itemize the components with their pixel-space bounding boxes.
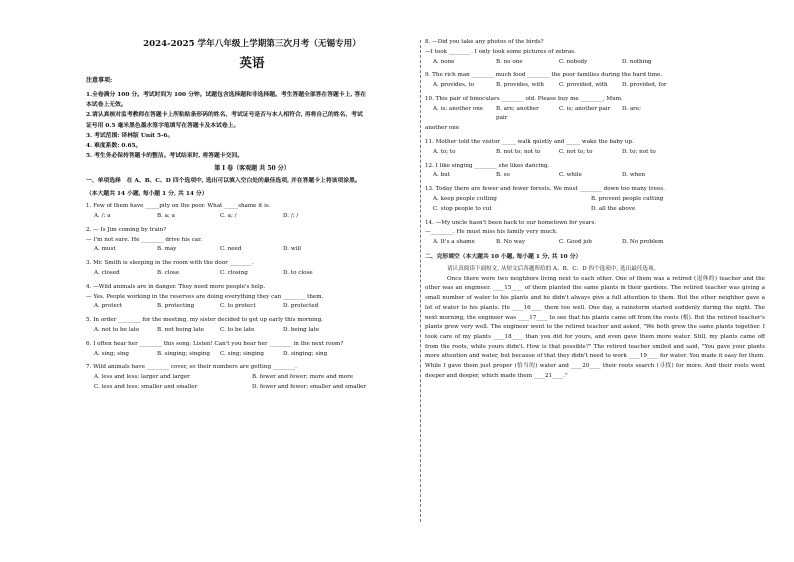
question (425, 162, 765, 182)
answer-option[interactable]: B. prevent people cutting (591, 195, 664, 202)
answer-option[interactable]: B. a; a (157, 213, 175, 220)
note-line: 2.请认真核对监考教师在答题卡上所粘贴条形码的姓名、考试证号是否与本人相符合, 再将自己的姓名、考试 (86, 112, 363, 119)
section-two-instruction: 请认真阅读下面短文, 从短文后各题所给的 A、B、C、D 四个选项中, 选出最佳选项。 (447, 265, 660, 272)
answer-option[interactable]: D. all the above (591, 205, 636, 212)
answer-option[interactable]: C. not to; to (559, 148, 593, 155)
answer-option[interactable]: C. sing; singing (220, 350, 264, 357)
answer-option[interactable]: D. when (622, 172, 646, 179)
note-line: 1.全卷满分 100 分。考试时间为 100 分钟。试题包含选择题和非选择题。考生答题全部答在答题卡上, 答在 (86, 92, 367, 99)
note-line: 4. 难度系数: 0.65。 (86, 142, 142, 149)
questions-left (86, 202, 418, 392)
answer-options (86, 269, 418, 279)
answer-options (425, 58, 765, 68)
questions-right (425, 38, 765, 248)
cloze-passage: Once there were two neighbors living next to each other. One of them was a retired (退休的) teacher and the other was an engineer. ____15____ of them planted the same plants in their gardens. The retired teacher was giving a small number of water to his plants and he didn't always give a full attention to them. But the other neighbor gave a lot of water to his plants. He ____16____ them too well. One day, a rainstorm started suddenly during the night. The next morning, the engineer was ____17____ to see that his plants came off from the roots (根). But the retired teacher's plants grew very well. The engineer went to the retired teacher and asked, "We both grew the same plants together. I took care of my plants ____18____ than you did for yours, and even gave them more water. Still, my plants came off from the roots, while yours didn't. How is that possible?" The retired teacher smiled and said, "You gave your plants more attention and water, but because of that they didn't need to work ____19____ for water. You made it easy for them. While I gave them just proper (恰当的) water and ____20____ their roots search (寻找) for more. And their roots went deeper and deeper, which made them ____21____." (425, 275, 765, 379)
answer-option[interactable]: D. protected (283, 303, 319, 310)
answer-option[interactable]: C. stop people to cut (433, 205, 492, 212)
answer-option[interactable]: C. a; / (220, 213, 237, 220)
answer-options (425, 238, 765, 248)
question (86, 202, 418, 222)
question-stem: —I took ________. I only took some pictures of zebras. (425, 48, 576, 55)
right-column (425, 38, 765, 382)
answer-option[interactable]: D. provided, for (622, 82, 667, 89)
question (425, 38, 765, 67)
question (425, 185, 765, 214)
answer-option[interactable]: D. are; (622, 105, 642, 112)
question (425, 71, 765, 91)
answer-options (425, 148, 765, 158)
question-stem: 9. The rich man ________ much food ________ the poor families during the hard time. (425, 72, 663, 79)
answer-option[interactable]: A. but (433, 172, 451, 179)
question (86, 226, 418, 255)
question-stem: 14. —My uncle hasn't been back to our hometown for years. (425, 219, 597, 226)
question-stem: 5. In order ________ for the meeting, my sister decided to get up early this morning. (86, 317, 323, 324)
notes-heading: 注意事项: (86, 77, 113, 85)
note-line: 证号用 0.5 毫米黑色墨水签字笔填写在答题卡及本试卷上。 (86, 122, 240, 129)
answer-options (86, 373, 418, 393)
answer-option[interactable]: C. need (220, 246, 242, 253)
answer-option[interactable]: A. It's a shame (433, 239, 475, 246)
answer-option[interactable]: A. provides, to (433, 82, 475, 89)
part-one-title: 第 I 卷（客观题 共 50 分） (214, 165, 290, 173)
answer-option[interactable]: C. is; another pair (559, 105, 611, 112)
answer-option[interactable]: B. not being late (157, 326, 204, 333)
question (86, 316, 418, 336)
answer-options (86, 212, 418, 222)
section-one-heading: 一、单项选择 在 A、B、C、D 四个选项中, 选出可以填入空白处的最佳选项, 并在答题卡上将该项涂黑。 (86, 178, 361, 185)
answer-option[interactable]: C. to be late (220, 326, 255, 333)
answer-option[interactable]: C. less and less; smaller and smaller (94, 383, 198, 390)
answer-option[interactable]: D. to; not to (622, 148, 656, 155)
answer-option[interactable]: A. protect (94, 303, 123, 310)
answer-option[interactable]: D. will (283, 246, 301, 253)
question-stem: 7. Wild animals have ________ cover, so their numbers are getting ________. (86, 364, 297, 371)
answer-options (425, 171, 765, 181)
exam-subject: 英语 (239, 54, 265, 70)
answer-option[interactable]: B. provides, with (496, 82, 544, 89)
answer-options (425, 105, 765, 125)
note-line: 5. 考生务必保持答题卡的整洁。考试结束时, 将答题卡交回。 (86, 152, 244, 159)
answer-option[interactable]: D. being late (283, 326, 320, 333)
answer-option[interactable]: A. not to be late (94, 326, 140, 333)
question-stem: 6. I often hear her ________ this song. Listen! Can't you hear her ________ in the next room? (86, 340, 344, 347)
answer-option[interactable]: D. singing; sing (283, 350, 328, 357)
answer-option[interactable]: B. may (157, 246, 177, 253)
answer-option[interactable]: B. singing; singing (157, 350, 210, 357)
answer-option[interactable]: C. provided, with (559, 82, 608, 89)
answer-option[interactable]: D. nothing (622, 58, 652, 65)
answer-option[interactable]: A. less and less; larger and larger (94, 374, 190, 381)
answer-option[interactable]: D. /; / (283, 213, 299, 220)
question (425, 95, 765, 134)
answer-option[interactable]: B. close (157, 270, 180, 277)
answer-option[interactable]: A. to; to (433, 148, 456, 155)
note-line: 3. 考试范围: 译林版 Unit 5-6。 (86, 132, 174, 139)
section-one-subheading: （本大题共 14 小题, 每小题 1 分, 共 14 分） (86, 191, 208, 198)
question-stem: 12. I like singing ________ she likes dancing. (425, 162, 550, 169)
note-line: 本试卷上无效。 (86, 102, 127, 109)
answer-option[interactable]: C. closing (220, 270, 248, 277)
question-stem: 13. Today there are fewer and fewer forests. We must ________ down too many trees. (425, 186, 665, 193)
answer-options (86, 350, 418, 360)
answer-option[interactable]: B. fewer and fewer; more and more (252, 374, 354, 381)
answer-option[interactable]: A. /; a (94, 213, 111, 220)
answer-option[interactable]: A. none (433, 58, 455, 65)
answer-option[interactable]: C. Good job (559, 239, 592, 246)
section-two-heading: 二、完形填空（本大题共 10 小题, 每小题 1 分, 共 10 分） (425, 253, 582, 260)
answer-option[interactable]: C. nobody (559, 58, 588, 65)
answer-option[interactable]: C. while (559, 172, 582, 179)
question-stem: 10. This pair of binoculars ________ old. Please buy me ________, Mum. (425, 95, 623, 102)
question-stem: — I'm not sure. He ________ drive his car. (86, 236, 202, 243)
question (86, 259, 418, 279)
question-stem: 11. Mother told the visitor _____ walk quietly and _____ wake the baby up. (425, 139, 634, 146)
column-divider (420, 40, 421, 522)
question-stem: 2. — Is Jim coming by train? (86, 226, 167, 233)
exam-title: 2024-2025 学年八年级上学期第三次月考（无锡专用） (143, 39, 361, 49)
question (425, 219, 765, 248)
answer-options (86, 245, 418, 255)
answer-option[interactable]: A. is; another one (433, 105, 484, 112)
answer-option[interactable]: A. closed (94, 270, 120, 277)
answer-options (425, 195, 765, 215)
answer-option[interactable]: B. are; another pair (496, 105, 539, 122)
question-stem: — Yes. People working in the reserves are doing everything they can ________ them. (86, 293, 324, 300)
question-stem: —________. He must miss his family very much. (425, 229, 558, 236)
answer-option[interactable]: D. No problem (622, 239, 664, 246)
question-stem: 8. —Did you take any photos of the birds? (425, 39, 544, 45)
question (86, 340, 418, 360)
answer-options (86, 326, 418, 336)
answer-option[interactable]: B. No way (496, 239, 525, 246)
answer-option[interactable]: A. sing; sing (94, 350, 129, 357)
answer-option[interactable]: B. not to; not to (496, 148, 541, 155)
answer-option[interactable]: B. no one (496, 58, 523, 65)
answer-options (425, 81, 765, 91)
answer-option[interactable]: A. must (94, 246, 116, 253)
option-continuation: another one (425, 125, 460, 132)
answer-options (86, 302, 418, 312)
answer-option[interactable]: A. keep people cutting (433, 195, 497, 202)
answer-option[interactable]: B. so (496, 172, 510, 179)
question (86, 283, 418, 312)
answer-option[interactable]: C. to protect (220, 303, 256, 310)
question (86, 363, 418, 392)
answer-option[interactable]: B. protecting (157, 303, 195, 310)
question-stem: 3. Mr. Smith is sleeping in the room with the door ________. (86, 260, 254, 267)
answer-option[interactable]: D. to close (283, 270, 313, 277)
question (425, 138, 765, 158)
question-stem: 4. —Wild animals are in danger. They need more people's help. (86, 283, 266, 290)
question-stem: 1. Few of them have _____pity on the poor. What _____shame it is. (86, 203, 271, 210)
answer-option[interactable]: D. fewer and fewer; smaller and smaller (252, 383, 367, 390)
left-column (86, 38, 418, 397)
